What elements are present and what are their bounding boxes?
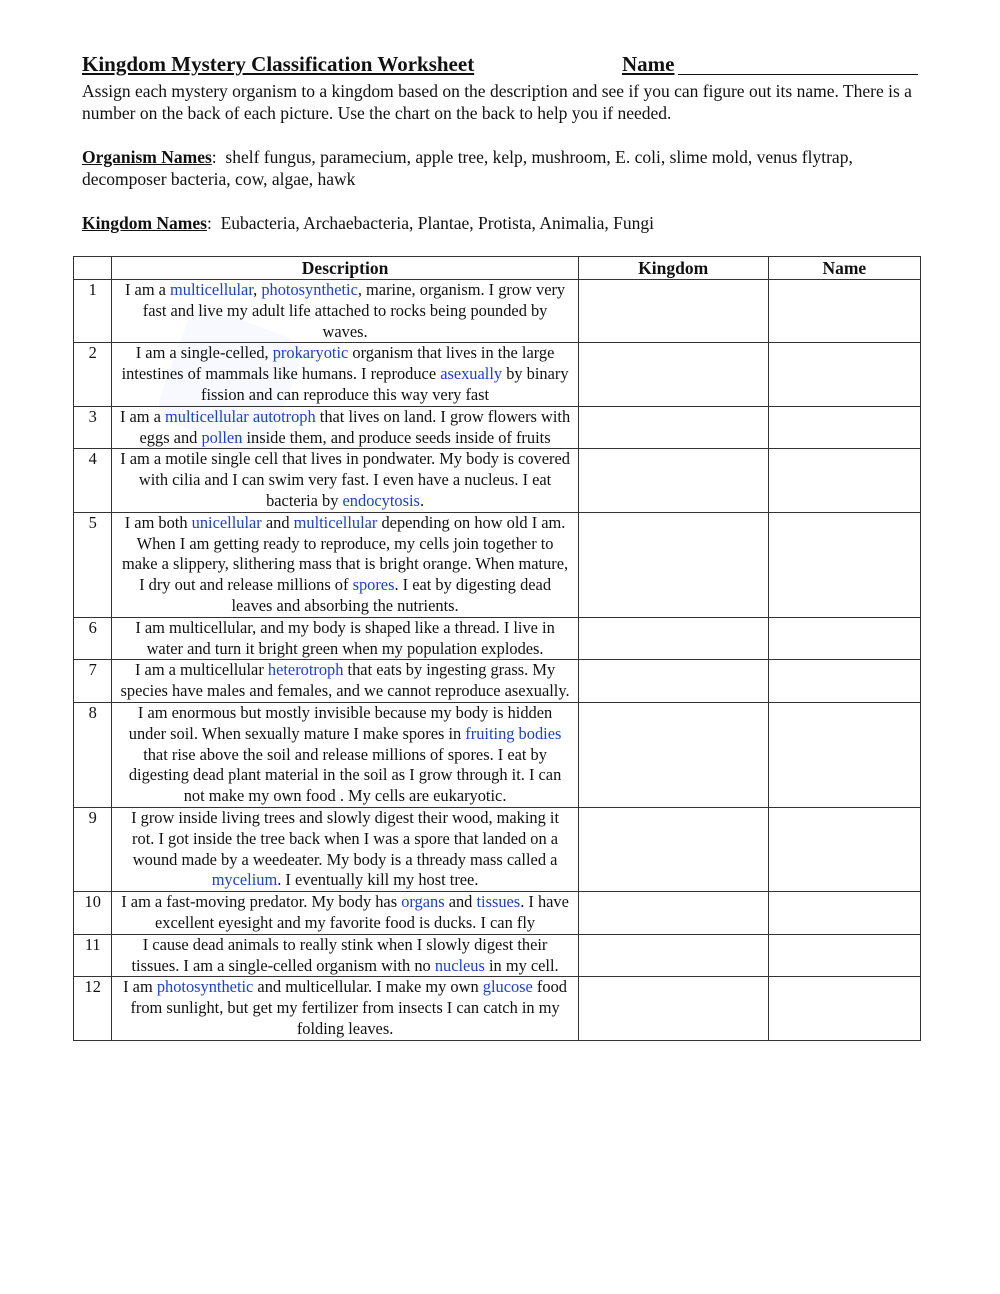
row-number: 7 bbox=[74, 660, 112, 703]
row-description bbox=[112, 702, 578, 807]
name-answer-cell[interactable] bbox=[768, 660, 920, 703]
kingdom-answer-cell[interactable] bbox=[578, 449, 768, 512]
kingdom-answer-cell[interactable] bbox=[578, 512, 768, 617]
table-row bbox=[74, 617, 921, 660]
name-answer-cell[interactable] bbox=[768, 934, 920, 977]
row-number: 11 bbox=[74, 934, 112, 977]
description-text: food from sunlight, but get my fertilizer from insects I can catch in my folding leaves. bbox=[130, 977, 567, 1038]
kingdom-answer-cell[interactable] bbox=[578, 702, 768, 807]
name-answer-cell[interactable] bbox=[768, 702, 920, 807]
highlighted-term: multicellular autotroph bbox=[165, 406, 316, 426]
name-answer-cell[interactable] bbox=[768, 280, 920, 343]
classification-table bbox=[73, 256, 921, 1041]
description-text: I am multicellular, and my body is shaped like a thread. I live in water and turn it bright green when my population explodes. bbox=[135, 617, 555, 658]
highlighted-term: asexually bbox=[440, 364, 503, 384]
organism-names: Organism Names: shelf fungus, paramecium, apple tree, kelp, mushroom, E. coli, slime mold, venus flytrap, decomposer bacteria, cow, algae, hawk bbox=[82, 147, 853, 189]
kingdom-names: Kingdom Names: Eubacteria, Archaebacteria, Plantae, Protista, Animalia, Fungi bbox=[82, 213, 655, 233]
row-description bbox=[112, 406, 578, 449]
name-answer-cell[interactable] bbox=[768, 807, 920, 891]
description-text: I grow inside living trees and slowly digest their wood, making it rot. I got inside the tree back when I was a spore that landed on a wound made by a weedeater. My body is a thready mass called a bbox=[131, 807, 560, 869]
worksheet-header bbox=[82, 52, 922, 234]
title-row bbox=[82, 52, 922, 80]
description-text: I am a motile single cell that lives in pondwater. My body is covered with cilia and I can swim very fast. I even have a nucleus. I eat bacteria by bbox=[120, 449, 570, 510]
kingdom-answer-cell[interactable] bbox=[578, 617, 768, 660]
kingdom-answer-cell[interactable] bbox=[578, 977, 768, 1040]
description-text: I am a bbox=[124, 280, 171, 299]
row-number: 9 bbox=[74, 807, 112, 891]
description-text: I am a multicellular bbox=[134, 660, 268, 680]
row-number: 6 bbox=[74, 617, 112, 660]
name-answer-cell[interactable] bbox=[768, 406, 920, 449]
description-text: . bbox=[419, 490, 425, 510]
table-row bbox=[74, 449, 921, 512]
row-description bbox=[112, 660, 578, 703]
description-text: that rise above the soil and release millions of spores. I eat by digesting dead plant material in the soil as I grow through it. I can not make my own food . My cells are eukaryotic. bbox=[128, 744, 562, 806]
kingdom-answer-cell[interactable] bbox=[578, 807, 768, 891]
highlighted-term: photosynthetic bbox=[156, 977, 254, 997]
row-number: 12 bbox=[74, 977, 112, 1040]
description-text: and multicellular. I make my own bbox=[253, 977, 483, 997]
description-text: in my cell. bbox=[484, 955, 559, 975]
table-body bbox=[74, 280, 921, 1041]
row-description bbox=[112, 892, 578, 935]
row-number: 5 bbox=[74, 512, 112, 617]
kingdom-answer-cell[interactable] bbox=[578, 892, 768, 935]
name-answer-cell[interactable] bbox=[768, 512, 920, 617]
highlighted-term: nucleus bbox=[434, 955, 485, 975]
table-row bbox=[74, 702, 921, 807]
description-text: organism that lives in the large intestines of mammals like humans. I reproduce bbox=[121, 343, 555, 384]
description-text: inside them, and produce seeds inside of fruits bbox=[242, 427, 551, 447]
table-row bbox=[74, 977, 921, 1040]
table-row bbox=[74, 406, 921, 449]
kingdom-answer-cell[interactable] bbox=[578, 406, 768, 449]
page-title: Kingdom Mystery Classification Worksheet bbox=[82, 52, 475, 76]
highlighted-term: multicellular bbox=[293, 512, 378, 532]
name-label: Name bbox=[622, 52, 675, 76]
highlighted-term: endocytosis bbox=[342, 490, 420, 510]
highlighted-term: heterotroph bbox=[267, 660, 344, 680]
row-description bbox=[112, 280, 578, 343]
description-text: , marine, organism. I grow very fast and live my adult life attached to rocks being pounded by waves. bbox=[142, 280, 566, 341]
organism-names-label: Organism Names bbox=[82, 147, 212, 167]
row-number: 2 bbox=[74, 343, 112, 406]
name-blank-line bbox=[678, 74, 918, 75]
name-answer-cell[interactable] bbox=[768, 892, 920, 935]
highlighted-term: spores bbox=[352, 575, 395, 595]
table-row bbox=[74, 934, 921, 977]
description-text: I cause dead animals to really stink when I slowly digest their tissues. I am a single-celled organism with no bbox=[131, 934, 548, 975]
table-row bbox=[74, 343, 921, 406]
description-text: . I have excellent eyesight and my favorite food is ducks. I can fly bbox=[155, 892, 569, 932]
row-description bbox=[112, 343, 578, 406]
highlighted-term: fruiting bodies bbox=[465, 723, 562, 743]
highlighted-term: prokaryotic bbox=[272, 343, 349, 363]
row-description bbox=[112, 934, 578, 977]
name-answer-cell[interactable] bbox=[768, 343, 920, 406]
highlighted-term: photosynthetic bbox=[261, 280, 358, 299]
row-number: 3 bbox=[74, 406, 112, 449]
kingdom-answer-cell[interactable] bbox=[578, 280, 768, 343]
name-answer-cell[interactable] bbox=[768, 449, 920, 512]
kingdom-names-list: Eubacteria, Archaebacteria, Plantae, Protista, Animalia, Fungi bbox=[220, 213, 655, 233]
description-text: I am a single-celled, bbox=[135, 343, 273, 363]
table-row bbox=[74, 892, 921, 935]
row-description bbox=[112, 977, 578, 1040]
kingdom-answer-cell[interactable] bbox=[578, 934, 768, 977]
organism-names-list: shelf fungus, paramecium, apple tree, kelp, mushroom, E. coli, slime mold, venus flytrap, decomposer bacteria, cow, algae, hawk bbox=[82, 147, 853, 189]
table-row bbox=[74, 660, 921, 703]
description-text: , bbox=[253, 280, 262, 299]
table-header-row bbox=[74, 257, 921, 280]
row-description bbox=[112, 807, 578, 891]
header-number bbox=[74, 257, 112, 280]
table-row bbox=[74, 807, 921, 891]
description-text: I am bbox=[123, 977, 157, 997]
row-description bbox=[112, 449, 578, 512]
kingdom-answer-cell[interactable] bbox=[578, 660, 768, 703]
row-number: 1 bbox=[74, 280, 112, 343]
description-text: . I eventually kill my host tree. bbox=[277, 870, 479, 890]
description-text: and bbox=[261, 512, 294, 532]
highlighted-term: glucose bbox=[482, 977, 533, 997]
table-row bbox=[74, 280, 921, 343]
table-row bbox=[74, 512, 921, 617]
description-text: I am enormous but mostly invisible because my body is hidden under soil. When sexually mature I make spores in bbox=[128, 702, 553, 743]
description-text: depending on how old I am. When I am getting ready to reproduce, my cells join together to make a slippery, slithering mass that is bright orange. When mature, I dry out and release millions of bbox=[122, 512, 569, 595]
description-text: I am a bbox=[119, 406, 166, 426]
description-text: I am both bbox=[124, 512, 192, 532]
header-name: Name bbox=[768, 257, 920, 280]
name-answer-cell[interactable] bbox=[768, 977, 920, 1040]
highlighted-term: organs bbox=[401, 892, 445, 912]
highlighted-term: pollen bbox=[201, 427, 243, 447]
header-kingdom: Kingdom bbox=[578, 257, 768, 280]
highlighted-term: tissues bbox=[476, 892, 521, 912]
description-text: that lives on land. I grow flowers with eggs and bbox=[139, 406, 571, 447]
description-text: by binary fission and can reproduce this way very fast bbox=[201, 364, 569, 404]
description-text: that eats by ingesting grass. My species have males and females, and we cannot reproduce asexually. bbox=[120, 660, 570, 701]
row-description bbox=[112, 512, 578, 617]
highlighted-term: unicellular bbox=[191, 512, 262, 532]
row-number: 4 bbox=[74, 449, 112, 512]
kingdom-names-label: Kingdom Names bbox=[82, 213, 207, 233]
row-number: 10 bbox=[74, 892, 112, 935]
highlighted-term: multicellular bbox=[170, 280, 254, 299]
row-number: 8 bbox=[74, 702, 112, 807]
description-text: . I eat by digesting dead leaves and absorbing the nutrients. bbox=[231, 575, 552, 615]
header-description: Description bbox=[112, 257, 578, 280]
name-answer-cell[interactable] bbox=[768, 617, 920, 660]
description-text: and bbox=[444, 892, 477, 912]
instructions: Assign each mystery organism to a kingdom based on the description and see if you can figure out its name. There is a number on the back of each picture. Use the chart on the back to help you if needed. bbox=[82, 81, 912, 123]
row-description bbox=[112, 617, 578, 660]
kingdom-answer-cell[interactable] bbox=[578, 343, 768, 406]
highlighted-term: mycelium bbox=[211, 870, 278, 890]
description-text: I am a fast-moving predator. My body has bbox=[121, 892, 402, 912]
